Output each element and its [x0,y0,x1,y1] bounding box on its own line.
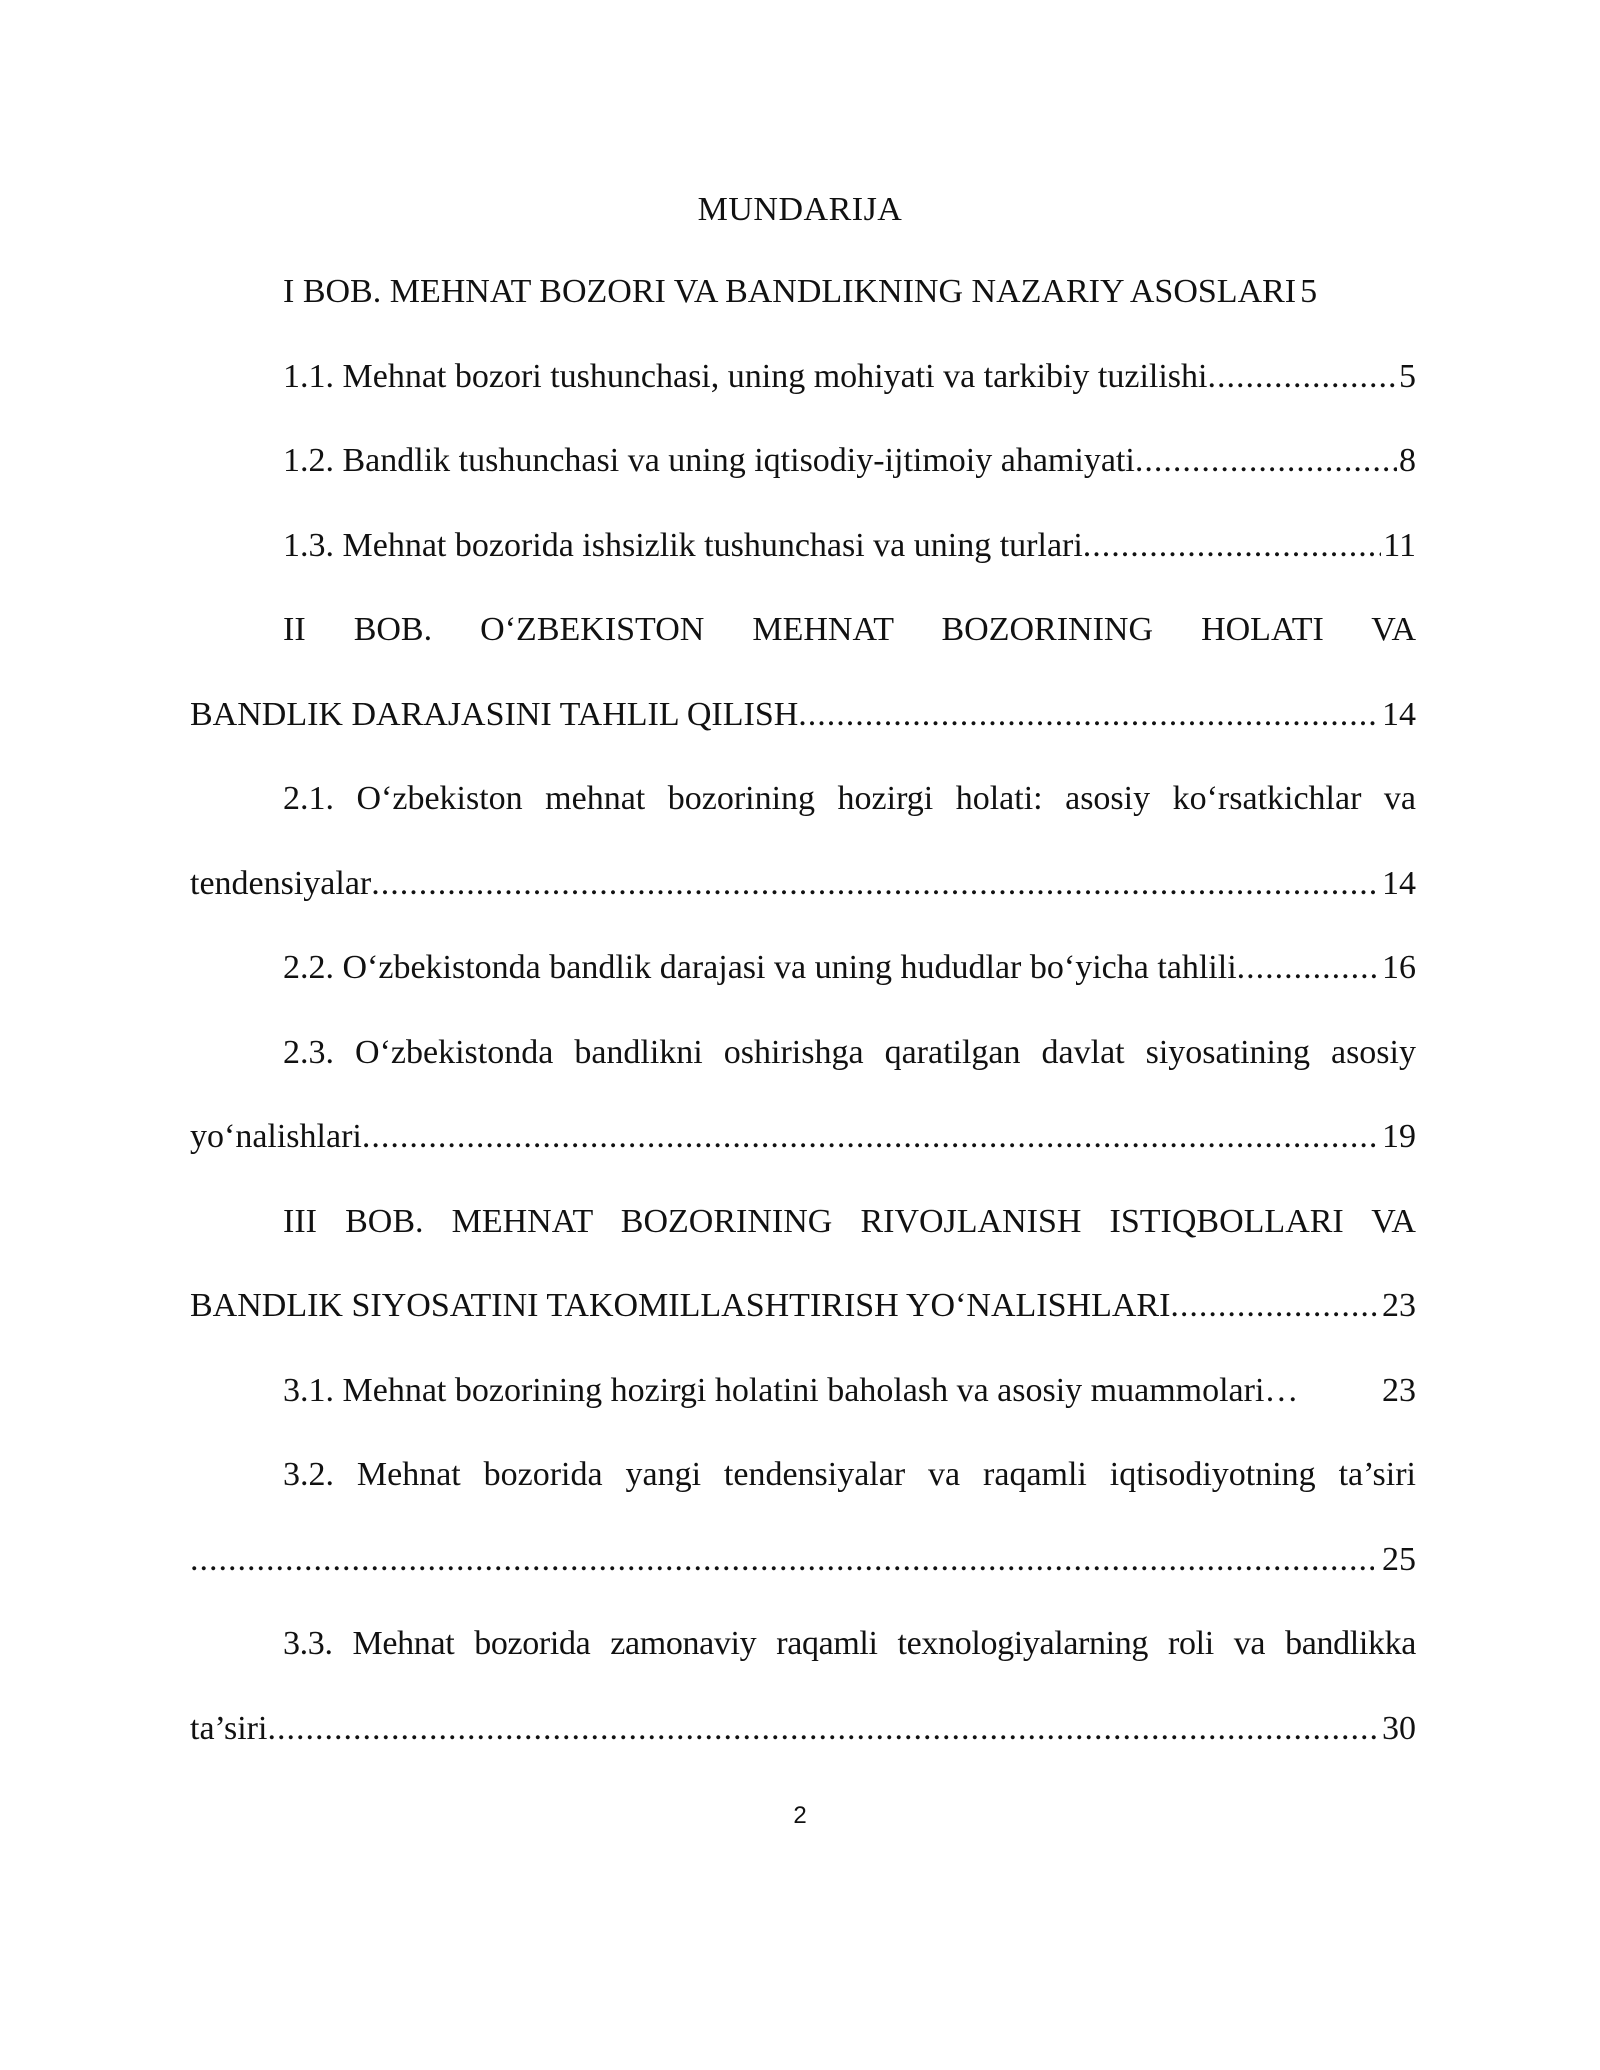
toc-entry-text: 2.1. O‘zbekiston mehnat bozorining hozirgi holati: asosiy ko‘rsatkichlar va [283,780,1416,817]
dot-leader [190,1536,1374,1584]
toc-entry-text-cont: BANDLIK DARAJASINI TAHLIL QILISH [190,695,799,733]
toc-entry-line2[interactable] [190,1282,1416,1367]
toc-entry-page: 30 [1382,1709,1416,1747]
toc-entry-page: 16 [1382,949,1416,986]
toc-entry[interactable] [190,437,1416,522]
toc-entry[interactable] [190,522,1416,607]
toc-entry[interactable] [190,268,1416,353]
toc-entry-line2[interactable] [190,1705,1416,1790]
toc-entry-line1[interactable] [190,1198,1416,1283]
toc-entry-text-cont: tendensiyalar [190,864,372,902]
toc-entry-page: 19 [1382,1118,1416,1155]
toc-entry-text: II BOB. O‘ZBEKISTON MEHNAT BOZORINING HOLATI VA [283,611,1416,648]
toc-entry-page: 11 [1383,526,1416,564]
toc-entry-line2[interactable] [190,691,1416,776]
dot-leader [1237,944,1380,992]
toc-entry-page: 23 [1382,1371,1416,1409]
toc-entry-text: 3.3. Mehnat bozorida zamonaviy raqamli texnologiyalarning roli va bandlikka [283,1625,1416,1662]
dot-leader [1207,353,1397,401]
toc-entry-line1[interactable] [190,606,1416,691]
toc-entry-text-cont: BANDLIK SIYOSATINI TAKOMILLASHTIRISH YO‘NALISHLARI [190,1287,1171,1324]
toc-entry-page: 5 [1300,273,1318,310]
toc-entry-text: 1.1. Mehnat bozori tushunchasi, uning mohiyati va tarkibiy tuzilishi [283,357,1208,395]
dot-leader [1170,1282,1380,1330]
page-title: MUNDARIJA [697,191,903,228]
toc-entry-page: 14 [1382,695,1416,733]
toc-entry-text: 2.2. O‘zbekistonda bandlik darajasi va uning hududlar bo‘yicha tahlili [283,949,1237,986]
toc-entry-text: 1.3. Mehnat bozorida ishsizlik tushunchasi va uning turlari [283,526,1083,564]
toc-entry-line2[interactable] [190,860,1416,945]
toc-entry-line1[interactable] [190,1451,1416,1536]
toc-entry-page: 25 [1382,1540,1416,1578]
toc-entry-line2[interactable] [190,1536,1416,1621]
dot-leader [798,691,1380,739]
toc-entry-text-cont: ta’siri [190,1709,268,1747]
toc-entry-line1[interactable] [190,1029,1416,1114]
table-of-contents [190,268,1416,1789]
toc-entry-page: 5 [1399,357,1416,395]
toc-entry-text-cont: yo‘nalishlari [190,1118,362,1155]
toc-entry-text: 3.1. Mehnat bozorining hozirgi holatini baholash va asosiy muammolari… [283,1371,1299,1409]
toc-entry-page: 8 [1399,442,1416,479]
dot-leader [267,1705,1380,1753]
toc-entry-text: III BOB. MEHNAT BOZORINING RIVOJLANISH ISTIQBOLLARI VA [283,1202,1416,1240]
toc-entry-page: 23 [1382,1287,1416,1324]
toc-entry[interactable] [190,353,1416,438]
page-number: 2 [793,1802,807,1829]
dot-leader [362,1113,1380,1161]
toc-entry-page: 14 [1382,864,1416,902]
toc-entry-line2[interactable] [190,1113,1416,1198]
toc-entry-text: I BOB. MEHNAT BOZORI VA BANDLIKNING NAZARIY ASOSLARI [283,273,1297,310]
dot-leader [1135,437,1397,485]
toc-entry-text: 1.2. Bandlik tushunchasi va uning iqtisodiy-ijtimoiy ahamiyati [283,442,1135,479]
toc-entry-line1[interactable] [190,775,1416,860]
toc-entry[interactable] [190,1367,1416,1452]
toc-entry[interactable] [190,944,1416,1029]
toc-entry-text: 2.3. O‘zbekistonda bandlikni oshirishga qaratilgan davlat siyosatining asosiy [283,1033,1416,1071]
dot-leader [1083,522,1381,570]
toc-entry-text: 3.2. Mehnat bozorida yangi tendensiyalar va raqamli iqtisodiyotning ta’siri [283,1456,1416,1493]
dot-leader [371,860,1380,908]
toc-entry-line1[interactable] [190,1620,1416,1705]
